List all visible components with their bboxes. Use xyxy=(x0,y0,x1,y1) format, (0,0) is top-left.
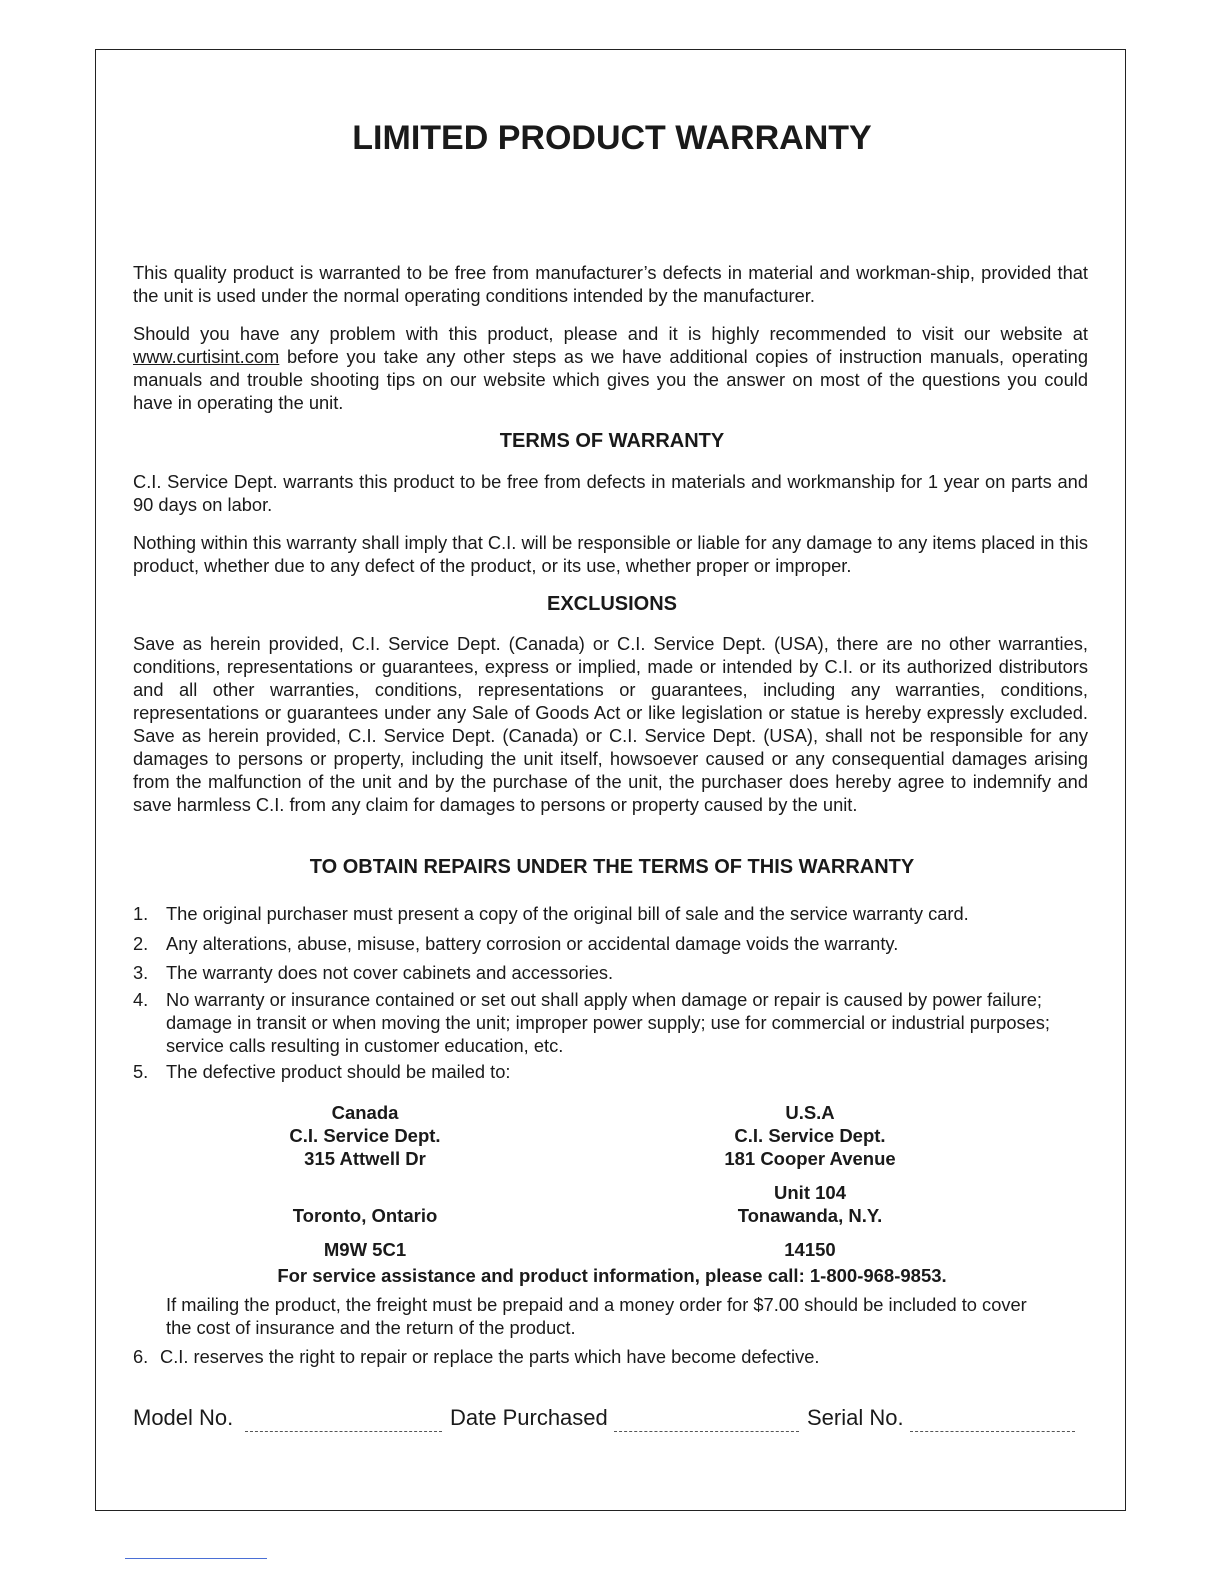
canada-country: Canada xyxy=(331,1102,399,1123)
page-title: LIMITED PRODUCT WARRANTY xyxy=(352,119,872,157)
intro-text-before-link: Should you have any problem with this product, please and it is highly recommended to visit our website at xyxy=(133,323,1088,344)
list-item xyxy=(133,961,1073,984)
exclusions-paragraph: Save as herein provided, C.I. Service Dept. (Canada) or C.I. Service Dept. (USA), there are no other warranties, conditions, representations or guarantees, express or implied, made or intended by C.I. or its authorized distributors and all other warranties, conditions, representations or guarantees, including any warranties, conditions, representations or guarantees under any Sale of Goods Act or like legislation or statue is hereby expressly excluded. Save as herein provided, C.I. Service Dept. (Canada) or C.I. Service Dept. (USA), shall not be responsible for any damages to persons or property, including the unit itself, howsoever caused or any consequential damages arising from the malfunction of the unit and by the purchase of the unit, the purchaser does hereby agree to indemnify and save harmless C.I. from any claim for damages to persons or property caused by the unit. xyxy=(133,633,1088,815)
list-item-number: 5. xyxy=(133,1061,149,1082)
date-field[interactable] xyxy=(614,1431,799,1432)
mailing-note: If mailing the product, the freight must be prepaid and a money order for $7.00 should be included to cover the cost of insurance and the return of the product. xyxy=(166,1294,1027,1338)
list-item-text: The warranty does not cover cabinets and accessories. xyxy=(166,962,614,983)
list-item xyxy=(133,1345,1073,1368)
list-item-text: Any alterations, abuse, misuse, battery corrosion or accidental damage voids the warranty. xyxy=(166,933,899,954)
usa-unit: Unit 104 xyxy=(774,1182,846,1203)
list-item xyxy=(133,1060,1073,1083)
serial-field[interactable] xyxy=(910,1431,1075,1432)
serial-label: Serial No. xyxy=(807,1405,904,1430)
intro-text-after-link: before you take any other steps as we have additional copies of instruction manuals, operating manuals and trouble shooting tips on our website which gives you the answer on most of the questions you could have in operating the unit. xyxy=(133,346,1088,413)
list-item-number: 1. xyxy=(133,903,149,924)
usa-street: 181 Cooper Avenue xyxy=(724,1148,896,1169)
list-item-text: No warranty or insurance contained or set out shall apply when damage or repair is caused by power failure; damage in transit or when moving the unit; improper power supply; use for commercial or industrial purposes; service calls resulting in customer education, etc. xyxy=(166,989,1051,1056)
exclusions-heading: EXCLUSIONS xyxy=(546,593,678,615)
footer-link-underline[interactable] xyxy=(125,1558,267,1559)
model-field[interactable] xyxy=(245,1431,442,1432)
usa-postal: 14150 xyxy=(784,1239,836,1260)
repairs-heading: TO OBTAIN REPAIRS UNDER THE TERMS OF THIS WARRANTY xyxy=(309,856,915,878)
list-item-number: 3. xyxy=(133,962,149,983)
usa-country: U.S.A xyxy=(785,1102,835,1123)
usa-city: Tonawanda, N.Y. xyxy=(737,1205,883,1226)
intro-paragraph-1: This quality product is warranted to be free from manufacturer’s defects in material and workman-ship, provided that the unit is used under the normal operating conditions intended by the manufacturer. xyxy=(133,262,1088,306)
canada-dept: C.I. Service Dept. xyxy=(289,1125,441,1146)
terms-paragraph-2: Nothing within this warranty shall imply that C.I. will be responsible or liable for any damage to any items placed in this product, whether due to any defect of the product, or its use, whether proper or improper. xyxy=(133,532,1088,576)
canada-street: 315 Attwell Dr xyxy=(304,1148,426,1169)
list-item-text: The original purchaser must present a copy of the original bill of sale and the service warranty card. xyxy=(166,903,969,924)
list-item-text: C.I. reserves the right to repair or replace the parts which have become defective. xyxy=(160,1346,820,1367)
terms-heading: TERMS OF WARRANTY xyxy=(499,430,725,452)
service-phone-line: For service assistance and product information, please call: 1-800-968-9853. xyxy=(277,1265,947,1286)
usa-dept: C.I. Service Dept. xyxy=(734,1125,886,1146)
list-item-number: 2. xyxy=(133,933,149,954)
usa-address xyxy=(660,1101,960,1261)
model-label: Model No. xyxy=(133,1405,234,1430)
intro-paragraph-2 xyxy=(133,322,1088,414)
list-item xyxy=(133,988,1058,1057)
canada-postal: M9W 5C1 xyxy=(323,1239,407,1260)
date-label: Date Purchased xyxy=(450,1405,608,1430)
list-item-number: 4. xyxy=(133,989,149,1010)
website-link[interactable]: www.curtisint.com xyxy=(133,346,280,367)
list-item-text: The defective product should be mailed to: xyxy=(166,1061,511,1082)
list-item xyxy=(133,902,1073,925)
list-item-number: 6. xyxy=(133,1346,149,1367)
terms-paragraph-1: C.I. Service Dept. warrants this product to be free from defects in materials and workmanship for 1 year on parts and 90 days on labor. xyxy=(133,471,1088,515)
canada-city: Toronto, Ontario xyxy=(292,1205,438,1226)
canada-address xyxy=(215,1101,515,1261)
list-item xyxy=(133,932,1073,955)
